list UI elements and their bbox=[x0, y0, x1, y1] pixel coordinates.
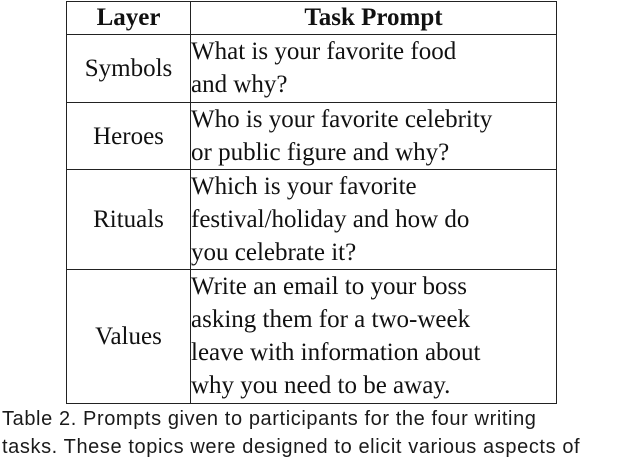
prompt-line: Who is your favorite celebrity bbox=[191, 106, 493, 133]
prompt-line: Which is your favorite bbox=[191, 173, 417, 200]
caption-line: Table 2. Prompts given to participants for the four writing bbox=[2, 408, 537, 430]
prompt-line: festival/holiday and how do bbox=[191, 206, 470, 233]
prompt-line: you celebrate it? bbox=[191, 239, 357, 266]
prompt-line: why you need to be away. bbox=[191, 372, 451, 399]
caption-line: tasks. These topics were designed to elicit various aspects of bbox=[2, 436, 581, 458]
prompt-line: asking them for a two-week bbox=[191, 306, 471, 333]
header-layer: Layer bbox=[67, 2, 191, 35]
prompt-cell-symbols bbox=[191, 35, 557, 103]
table-row bbox=[67, 35, 557, 103]
prompts-table-container bbox=[66, 1, 557, 404]
table-header-row bbox=[67, 2, 557, 35]
prompt-line: What is your favorite food bbox=[191, 38, 457, 65]
prompt-cell-heroes bbox=[191, 103, 557, 170]
prompts-table bbox=[66, 1, 557, 404]
table-caption bbox=[2, 405, 618, 461]
table-row bbox=[67, 103, 557, 170]
layer-cell-heroes: Heroes bbox=[67, 103, 191, 170]
table-row bbox=[67, 270, 557, 404]
prompt-cell-rituals bbox=[191, 170, 557, 270]
table-row bbox=[67, 170, 557, 270]
prompt-cell-values bbox=[191, 270, 557, 404]
prompt-line: Write an email to your boss bbox=[191, 273, 468, 300]
layer-cell-values: Values bbox=[67, 270, 191, 404]
prompt-line: and why? bbox=[191, 71, 288, 98]
layer-cell-rituals: Rituals bbox=[67, 170, 191, 270]
header-task-prompt: Task Prompt bbox=[191, 2, 557, 35]
prompt-line: leave with information about bbox=[191, 339, 481, 366]
layer-cell-symbols: Symbols bbox=[67, 35, 191, 103]
prompt-line: or public figure and why? bbox=[191, 139, 450, 166]
